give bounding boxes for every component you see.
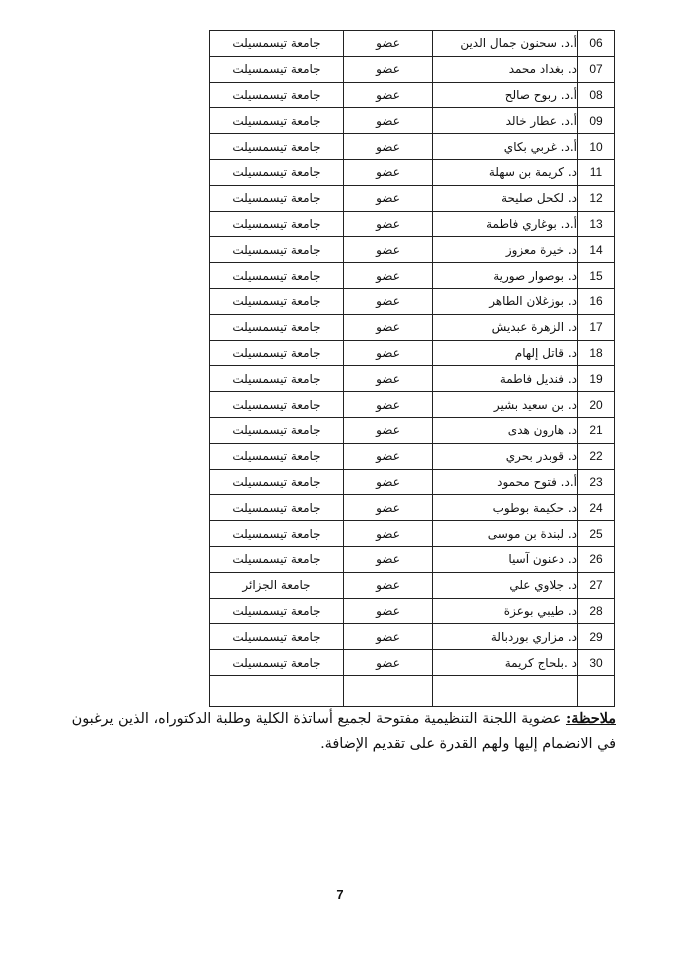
member-name: أ.د. ربوح صالح — [433, 82, 578, 108]
member-name: د. بن سعيد بشير — [433, 392, 578, 418]
table-row — [210, 82, 615, 108]
member-name: د. الزهرة عبديش — [433, 314, 578, 340]
member-number: 06 — [578, 31, 615, 57]
member-role: عضو — [344, 263, 433, 289]
member-name: د .بلحاج كريمة — [433, 650, 578, 676]
member-number: 26 — [578, 546, 615, 572]
member-name: د. جلاوي علي — [433, 572, 578, 598]
member-number: 07 — [578, 56, 615, 82]
member-name: أ.د. بوغاري فاطمة — [433, 211, 578, 237]
member-number: 17 — [578, 314, 615, 340]
table-row — [210, 237, 615, 263]
member-role: عضو — [344, 185, 433, 211]
table-row — [210, 572, 615, 598]
member-university: جامعة تيسمسيلت — [210, 56, 344, 82]
member-university: جامعة تيسمسيلت — [210, 495, 344, 521]
member-role: عضو — [344, 314, 433, 340]
member-name: د. خيرة معزوز — [433, 237, 578, 263]
empty-cell — [344, 675, 433, 706]
member-rows — [210, 31, 615, 707]
member-name: د. بغداد محمد — [433, 56, 578, 82]
member-name: د. بوصوار صورية — [433, 263, 578, 289]
member-name: د. بوزغلان الطاهر — [433, 288, 578, 314]
table-row — [210, 443, 615, 469]
member-role: عضو — [344, 598, 433, 624]
member-university: جامعة تيسمسيلت — [210, 521, 344, 547]
table-row — [210, 521, 615, 547]
member-university: جامعة تيسمسيلت — [210, 237, 344, 263]
member-role: عضو — [344, 546, 433, 572]
member-university: جامعة تيسمسيلت — [210, 134, 344, 160]
member-role: عضو — [344, 366, 433, 392]
empty-table-row — [210, 675, 615, 706]
member-university: جامعة تيسمسيلت — [210, 443, 344, 469]
table-row — [210, 598, 615, 624]
member-university: جامعة تيسمسيلت — [210, 650, 344, 676]
member-university: جامعة الجزائر — [210, 572, 344, 598]
table-row — [210, 469, 615, 495]
member-name: د. لبندة بن موسى — [433, 521, 578, 547]
member-name: د. كريمة بن سهلة — [433, 159, 578, 185]
member-number: 22 — [578, 443, 615, 469]
note-text: عضوية اللجنة التنظيمية مفتوحة لجميع أساتذة الكلية وطلبة الدكتوراه، الذين يرغبون في الانضمام إليها ولهم القدرة على تقديم الإضافة. — [71, 711, 616, 752]
table-row — [210, 185, 615, 211]
member-role: عضو — [344, 134, 433, 160]
member-role: عضو — [344, 211, 433, 237]
member-number: 29 — [578, 624, 615, 650]
member-number: 18 — [578, 340, 615, 366]
member-role: عضو — [344, 469, 433, 495]
member-university: جامعة تيسمسيلت — [210, 82, 344, 108]
table-row — [210, 417, 615, 443]
member-role: عضو — [344, 572, 433, 598]
member-name: د. طيبي بوعزة — [433, 598, 578, 624]
member-number: 28 — [578, 598, 615, 624]
member-role: عضو — [344, 288, 433, 314]
table-row — [210, 263, 615, 289]
member-university: جامعة تيسمسيلت — [210, 185, 344, 211]
member-number: 10 — [578, 134, 615, 160]
member-role: عضو — [344, 417, 433, 443]
member-name: د. قاتل إلهام — [433, 340, 578, 366]
member-university: جامعة تيسمسيلت — [210, 263, 344, 289]
member-university: جامعة تيسمسيلت — [210, 366, 344, 392]
member-name: د. هارون هدى — [433, 417, 578, 443]
table-row — [210, 366, 615, 392]
member-role: عضو — [344, 82, 433, 108]
member-university: جامعة تيسمسيلت — [210, 624, 344, 650]
member-number: 14 — [578, 237, 615, 263]
table-row — [210, 392, 615, 418]
empty-cell — [210, 675, 344, 706]
member-number: 21 — [578, 417, 615, 443]
member-name: أ.د. عطار خالد — [433, 108, 578, 134]
member-role: عضو — [344, 56, 433, 82]
member-university: جامعة تيسمسيلت — [210, 340, 344, 366]
table-row — [210, 56, 615, 82]
member-university: جامعة تيسمسيلت — [210, 288, 344, 314]
member-number: 30 — [578, 650, 615, 676]
member-university: جامعة تيسمسيلت — [210, 108, 344, 134]
member-number: 27 — [578, 572, 615, 598]
table-row — [210, 650, 615, 676]
member-role: عضو — [344, 443, 433, 469]
member-number: 08 — [578, 82, 615, 108]
member-role: عضو — [344, 31, 433, 57]
table-row — [210, 134, 615, 160]
member-number: 13 — [578, 211, 615, 237]
member-name: د. لكحل صليحة — [433, 185, 578, 211]
member-role: عضو — [344, 237, 433, 263]
member-name: د. حكيمة بوطوب — [433, 495, 578, 521]
member-role: عضو — [344, 159, 433, 185]
member-number: 15 — [578, 263, 615, 289]
table-row — [210, 314, 615, 340]
page-number: 7 — [336, 887, 344, 902]
member-number: 24 — [578, 495, 615, 521]
member-number: 09 — [578, 108, 615, 134]
table-row — [210, 340, 615, 366]
member-role: عضو — [344, 624, 433, 650]
table-row — [210, 108, 615, 134]
member-number: 11 — [578, 159, 615, 185]
member-name: أ.د. فتوح محمود — [433, 469, 578, 495]
member-number: 12 — [578, 185, 615, 211]
member-number: 23 — [578, 469, 615, 495]
member-university: جامعة تيسمسيلت — [210, 598, 344, 624]
member-name: د. دعنون آسيا — [433, 546, 578, 572]
table-row — [210, 159, 615, 185]
note-paragraph — [60, 706, 616, 757]
member-university: جامعة تيسمسيلت — [210, 469, 344, 495]
member-role: عضو — [344, 392, 433, 418]
empty-cell — [578, 675, 615, 706]
member-university: جامعة تيسمسيلت — [210, 546, 344, 572]
member-name: د. فنديل فاطمة — [433, 366, 578, 392]
member-number: 25 — [578, 521, 615, 547]
member-role: عضو — [344, 340, 433, 366]
member-role: عضو — [344, 495, 433, 521]
member-university: جامعة تيسمسيلت — [210, 159, 344, 185]
member-number: 19 — [578, 366, 615, 392]
member-university: جامعة تيسمسيلت — [210, 392, 344, 418]
empty-cell — [433, 675, 578, 706]
member-name: د. قوبدر بحري — [433, 443, 578, 469]
member-number: 16 — [578, 288, 615, 314]
member-university: جامعة تيسمسيلت — [210, 417, 344, 443]
member-name: د. مزاري بوردبالة — [433, 624, 578, 650]
note-label: ملاحظة: — [565, 710, 616, 727]
table-row — [210, 288, 615, 314]
table-row — [210, 546, 615, 572]
member-university: جامعة تيسمسيلت — [210, 314, 344, 340]
member-role: عضو — [344, 108, 433, 134]
member-university: جامعة تيسمسيلت — [210, 211, 344, 237]
member-role: عضو — [344, 650, 433, 676]
table-row — [210, 211, 615, 237]
committee-members-table — [209, 30, 615, 707]
table-row — [210, 495, 615, 521]
member-role: عضو — [344, 521, 433, 547]
member-name: أ.د. غربي بكاي — [433, 134, 578, 160]
table-row — [210, 31, 615, 57]
member-number: 20 — [578, 392, 615, 418]
table-row — [210, 624, 615, 650]
member-name: أ.د. سحنون جمال الدين — [433, 31, 578, 57]
member-university: جامعة تيسمسيلت — [210, 31, 344, 57]
